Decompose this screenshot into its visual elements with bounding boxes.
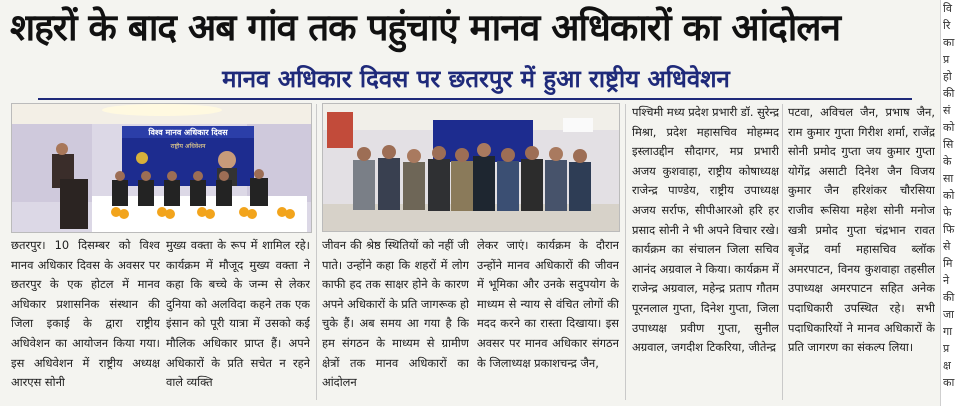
article-column-1: छतरपुर। 10 दिसम्बर को विश्व मानव अधिकार दिवस के अवसर पर छतरपुर के एक होटल में मानव अधिकार प्रशासनिक संस्थान की जिला इकाई के द्वारा राष्ट्रीय अधिवेशन का आयोजन किया गया। इस अधिवेशन में राष्ट्रीय अध्यक्ष आरएस सोनी <box>11 238 160 390</box>
stage-photo-illustration <box>12 104 311 232</box>
edge-glyph: सि <box>943 138 954 151</box>
edge-glyph: मि <box>943 257 953 270</box>
article-column-4: लेकर जाएं। कार्यक्रम के दौरान उन्होंने मानव अधिकारों की जीवन में भूमिका और उनके सदुपयोग के माध्यम से न्याय से वंचित लोगों की मदद करने का रास्ता दिखाया। इस अवसर पर मानव अधिकार संगठन के जिलाध्यक्ष प्रकाशचन्द्र जैन, <box>477 238 619 370</box>
edge-glyph: जा <box>943 308 955 321</box>
edge-glyph: रि <box>943 19 951 32</box>
edge-glyph: का <box>943 376 955 389</box>
banner-subtitle: राष्ट्रीय अधिवेशन <box>170 143 206 150</box>
column-divider <box>782 104 783 400</box>
edge-glyph: की <box>943 87 955 100</box>
article-column-6: पटवा, अविचल जैन, प्रभाष जैन, राम कुमार गुप्ता गिरीश शर्मा, राजेंद्र सोनी प्रमोद गुप्ता जय कुमार गुप्ता योगेंद्र असाटी दिनेश जैन विजय कुमार जैन हरिशंकर चौरसिया राजीव रूसिया महेश सोनी मनोज खत्री प्रमोद गुप्ता चंद्रभान रावत बृजेंद्र वर्मा महासचिव ब्लॉक अमरपाटन, विनय कुशवाहा तहसील उपाध्यक्ष अमरपाटन सहित अनेक पदाधिकारी उपस्थित रहे। सभी पदाधिकारियों ने मानव अधिकारों के प्रति जागरण का संकल्प लिया। <box>788 105 935 355</box>
edge-glyph: की <box>943 291 955 304</box>
group-photo-illustration <box>323 104 619 231</box>
article-column-5: पश्चिमी मध्य प्रदेश प्रभारी डॉ. सुरेन्द्र मिश्रा, प्रदेश महासचिव मोहम्मद इस्लाउद्दीन सौदागर, मप्र प्रभारी अजय कुशवाहा, राष्ट्रीय कोषाध्यक्ष राजेन्द्र पाण्डेय, राष्ट्रीय उपाध्यक्ष अजय सर्राफ, सीपीआरओ हरि हर प्रसाद सोनी ने भी अपने विचार रखे। कार्यक्रम का संचालन जिला सचिव आनंद अग्रवाल ने किया। कार्यक्रम में राजेन्द्र अग्रवाल, महेन्द्र प्रताप गौतम पूरनलाल गुप्ता, दिनेश गुप्ता, जिला उपाध्यक्ष प्रवीण गुप्ता, सुनील अग्रवाल, जगदीश टिकरिया, जीतेन्द्र <box>632 105 779 355</box>
edge-glyph: वि <box>943 2 952 15</box>
article-column-2: मुख्य वक्ता के रूप में शामिल रहे। कार्यक्रम में मौजूद मुख्य वक्ता ने कहा कि बच्चे के जन्म से लेकर दुनिया को अलविदा कहने तक एक इंसान को पूरी यात्रा में उसको कई मौलिक अधिकार प्राप्त हैं। अपने अधिकारों के प्रति सचेत न रहने वाले व्यक्ति <box>166 238 310 390</box>
edge-glyph: सा <box>943 172 954 185</box>
edge-glyph: सं <box>943 104 951 117</box>
article-column-3: जीवन की श्रेष्ठ स्थितियों को नहीं जी पाते। उन्होंने कहा कि शहरों में लोग काफी हद तक साक्षर होने के कारण अपने अधिकारों के प्रति जागरूक हो चुके हैं। अब समय आ गया है कि हम संगठन के माध्यम से ग्रामीण क्षेत्रों तक मानव अधिकारों का आंदोलन <box>322 238 469 390</box>
edge-glyph: गा <box>943 325 953 338</box>
edge-glyph: फि <box>943 223 955 236</box>
subheadline: मानव अधिकार दिवस पर छतरपुर में हुआ राष्ट्रीय अधिवेशन <box>222 65 730 93</box>
subheadline-underline <box>38 98 912 100</box>
edge-glyph: के <box>943 155 952 168</box>
column-divider <box>625 104 626 400</box>
edge-glyph: से <box>943 240 951 253</box>
edge-glyph: प्र <box>943 53 950 66</box>
edge-glyph: को <box>943 121 955 134</box>
event-stage-photo <box>11 103 312 233</box>
edge-glyph: ने <box>943 274 950 287</box>
edge-glyph: क्ष <box>943 359 951 372</box>
edge-glyph: हो <box>943 70 952 83</box>
headline: शहरों के बाद अब गांव तक पहुंचाएं मानव अधिकारों का आंदोलन <box>10 6 840 49</box>
group-photo <box>322 103 620 232</box>
edge-glyph: को <box>943 189 955 202</box>
edge-glyph: का <box>943 36 955 49</box>
edge-glyph: प्र <box>943 342 950 355</box>
edge-glyph: फे <box>943 206 952 219</box>
adjacent-article-edge <box>940 0 957 406</box>
banner-title: विश्व मानव अधिकार दिवस <box>148 128 228 137</box>
column-divider <box>316 104 317 400</box>
